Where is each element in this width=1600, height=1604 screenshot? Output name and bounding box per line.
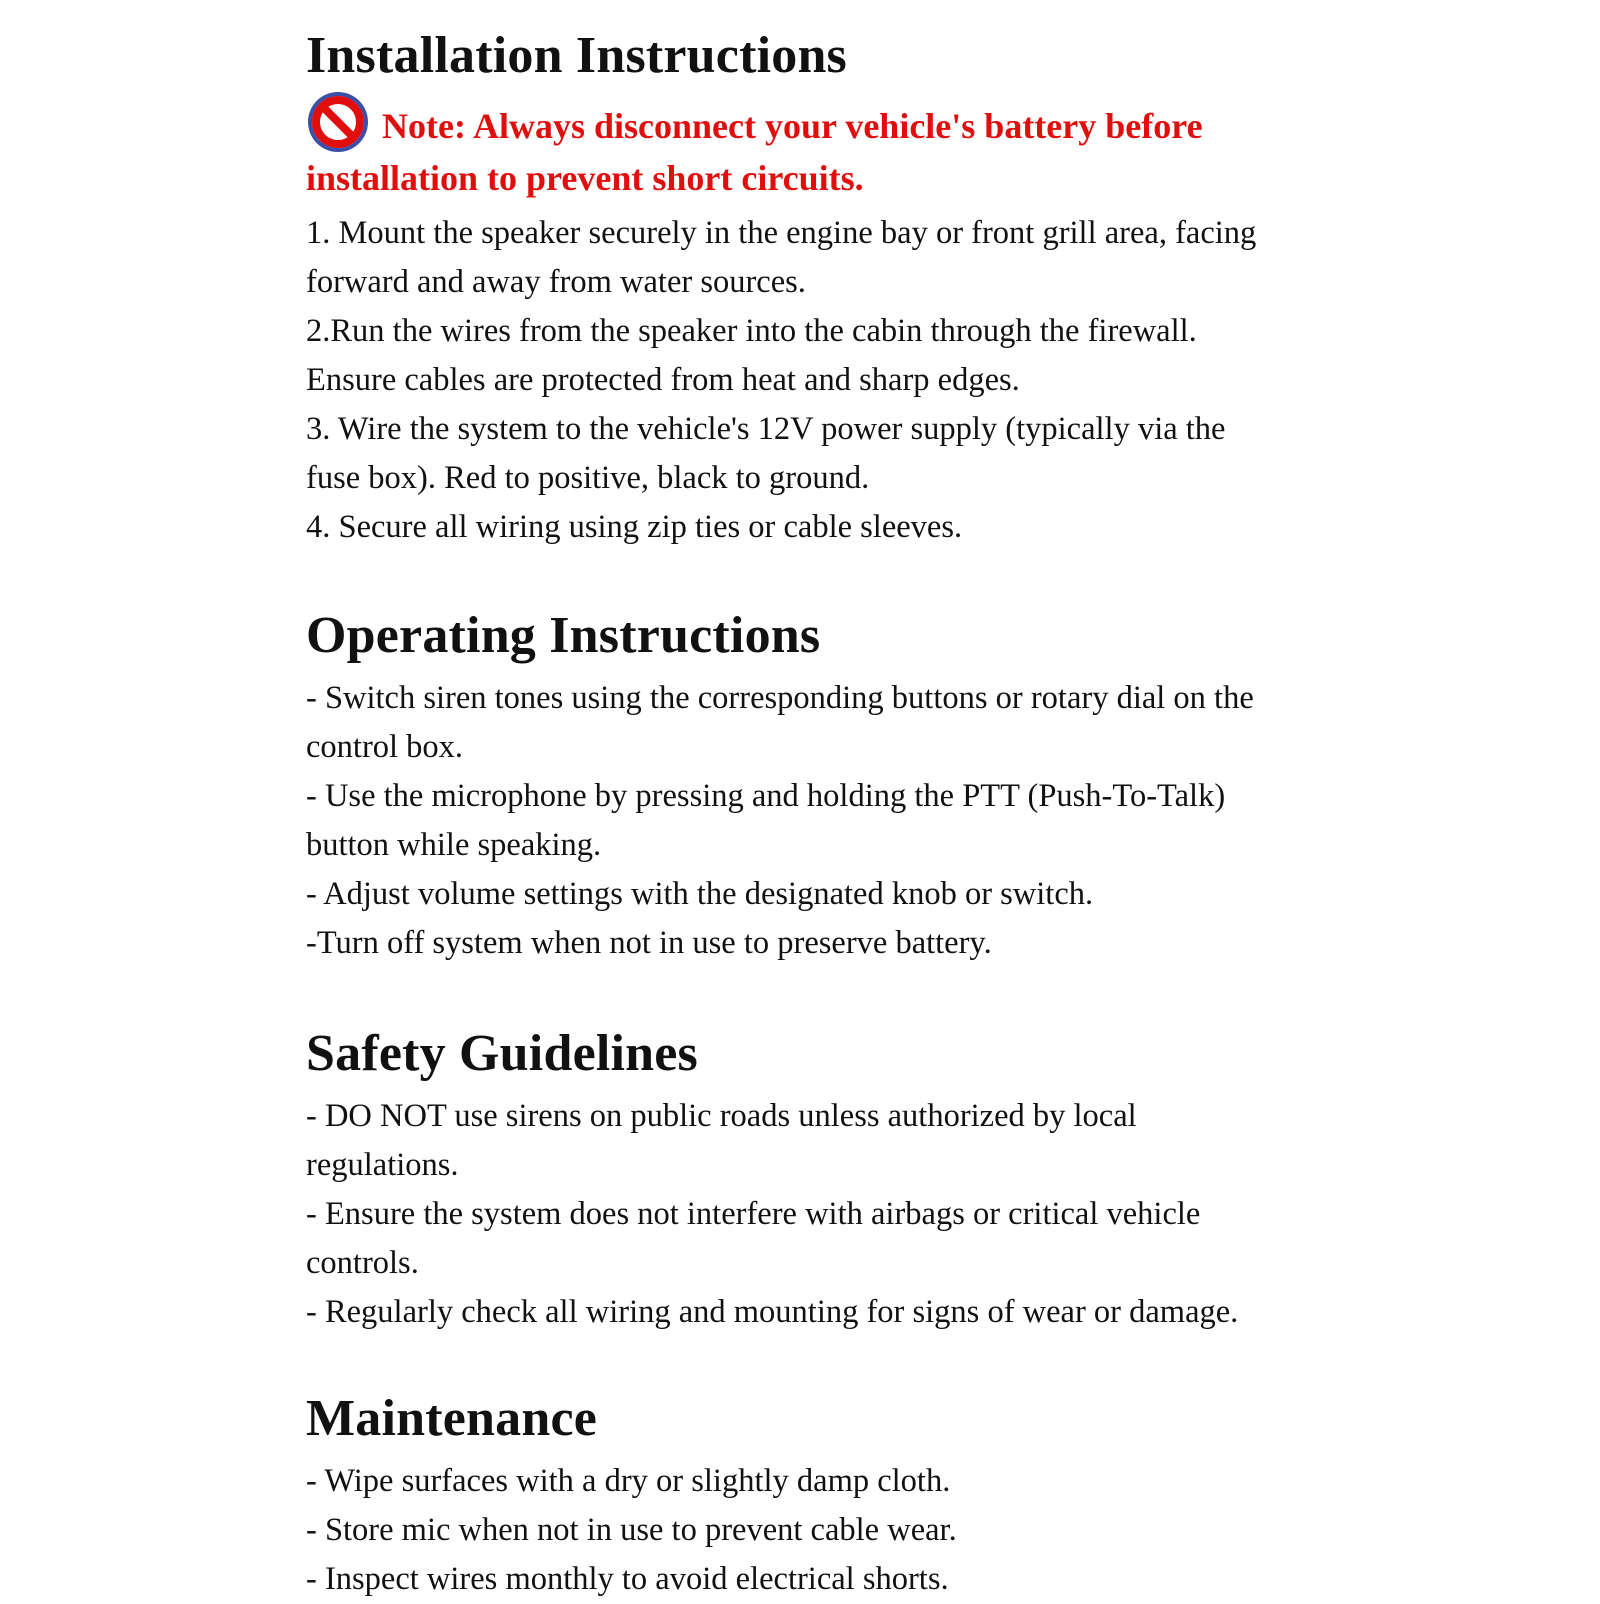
list-item: - Inspect wires monthly to avoid electrical shorts.	[306, 1561, 949, 1597]
operating-items	[306, 674, 1326, 968]
list-item: - Ensure the system does not interfere with airbags or critical vehicle	[306, 1196, 1201, 1232]
step-line: fuse box). Red to positive, black to ground.	[306, 460, 870, 496]
note-line-2: installation to prevent short circuits.	[306, 158, 864, 198]
safety-items	[306, 1092, 1326, 1337]
step-line: 1. Mount the speaker securely in the engine bay or front grill area, facing	[306, 215, 1257, 251]
maintenance-section	[306, 1389, 1326, 1604]
list-item: control box.	[306, 729, 464, 765]
installation-steps	[306, 209, 1326, 552]
operating-title: Operating Instructions	[306, 607, 821, 664]
battery-warning-note	[306, 86, 1326, 203]
step-line: 3. Wire the system to the vehicle's 12V power supply (typically via the	[306, 411, 1226, 447]
no-entry-icon	[306, 90, 370, 154]
list-item: -Turn off system when not in use to preserve battery.	[306, 925, 992, 961]
step-line: 2.Run the wires from the speaker into the cabin through the firewall.	[306, 313, 1197, 349]
list-item: - DO NOT use sirens on public roads unless authorized by local	[306, 1098, 1137, 1134]
note-line-1: Note: Always disconnect your vehicle's battery before	[382, 106, 1203, 146]
list-item: - Store mic when not in use to prevent cable wear.	[306, 1512, 957, 1548]
step-line: 4. Secure all wiring using zip ties or cable sleeves.	[306, 509, 963, 545]
list-item: regulations.	[306, 1147, 459, 1183]
maintenance-title: Maintenance	[306, 1390, 598, 1447]
list-item: - Adjust volume settings with the designated knob or switch.	[306, 876, 1094, 912]
list-item: controls.	[306, 1245, 419, 1281]
safety-title: Safety Guidelines	[306, 1025, 698, 1082]
list-item: - Use the microphone by pressing and holding the PTT (Push-To-Talk)	[306, 778, 1226, 814]
list-item: - Regularly check all wiring and mounting for signs of wear or damage.	[306, 1294, 1239, 1330]
safety-section	[306, 1024, 1326, 1337]
list-item: button while speaking.	[306, 827, 602, 863]
installation-title: Installation Instructions	[306, 27, 847, 84]
instructions-page	[306, 26, 1326, 1604]
list-item: - Wipe surfaces with a dry or slightly damp cloth.	[306, 1463, 951, 1499]
maintenance-items	[306, 1457, 1326, 1604]
operating-section	[306, 606, 1326, 968]
list-item: - Switch siren tones using the corresponding buttons or rotary dial on the	[306, 680, 1254, 716]
installation-section	[306, 26, 1326, 552]
step-line: Ensure cables are protected from heat and sharp edges.	[306, 362, 1020, 398]
step-line: forward and away from water sources.	[306, 264, 806, 300]
